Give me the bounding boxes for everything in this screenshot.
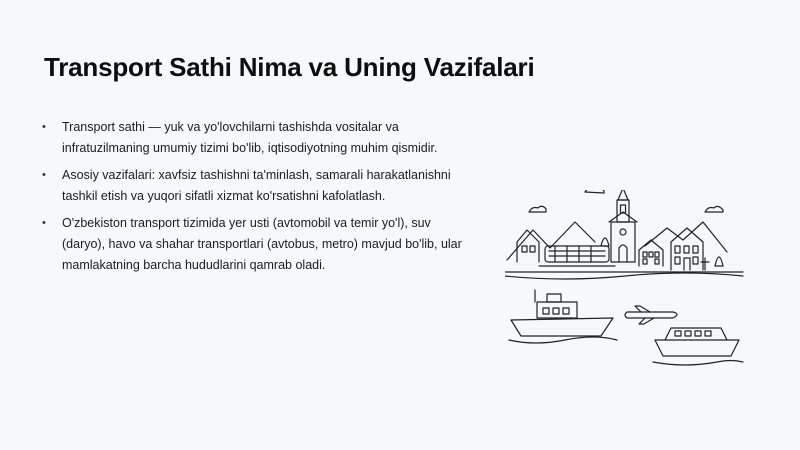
airplane-icon: [625, 306, 677, 324]
bullet-item: [42, 117, 462, 159]
bullet-list: [42, 117, 462, 282]
bullet-marker: •: [42, 121, 46, 133]
bullet-item: [42, 213, 462, 276]
train-icon: [539, 246, 615, 266]
transport-city-illustration-icon: [505, 190, 745, 370]
slide-title: Transport Sathi Nima va Uning Vazifalari: [44, 52, 535, 82]
bullet-marker: •: [42, 217, 46, 229]
ship-icon: [509, 290, 617, 343]
bullet-text: O'zbekiston transport tizimida yer usti (avtomobil va temir yo'l), suv (daryo), havo va shahar transportlari (avtobus, metro) mavjud bo'lib, ular mamlakatning barcha hududlarini qamrab oladi.: [62, 216, 462, 272]
boat-icon: [653, 328, 743, 365]
bullet-item: [42, 165, 462, 207]
bullet-text: Transport sathi — yuk va yo'lovchilarni tashishda vositalar va infratuzilmaning umumiy tizimi bo'lib, iqtisodiyotning muhim qismidir.: [62, 120, 438, 155]
house-icon: [639, 240, 663, 266]
house-icon: [517, 230, 539, 262]
bullet-marker: •: [42, 169, 46, 181]
bullet-text: Asosiy vazifalari: xavfsiz tashishni ta'minlash, samarali harakatlanishni tashkil etish va yuqori sifatli xizmat ko'rsatishni kafolatlash.: [62, 168, 451, 203]
church-icon: [609, 190, 637, 262]
